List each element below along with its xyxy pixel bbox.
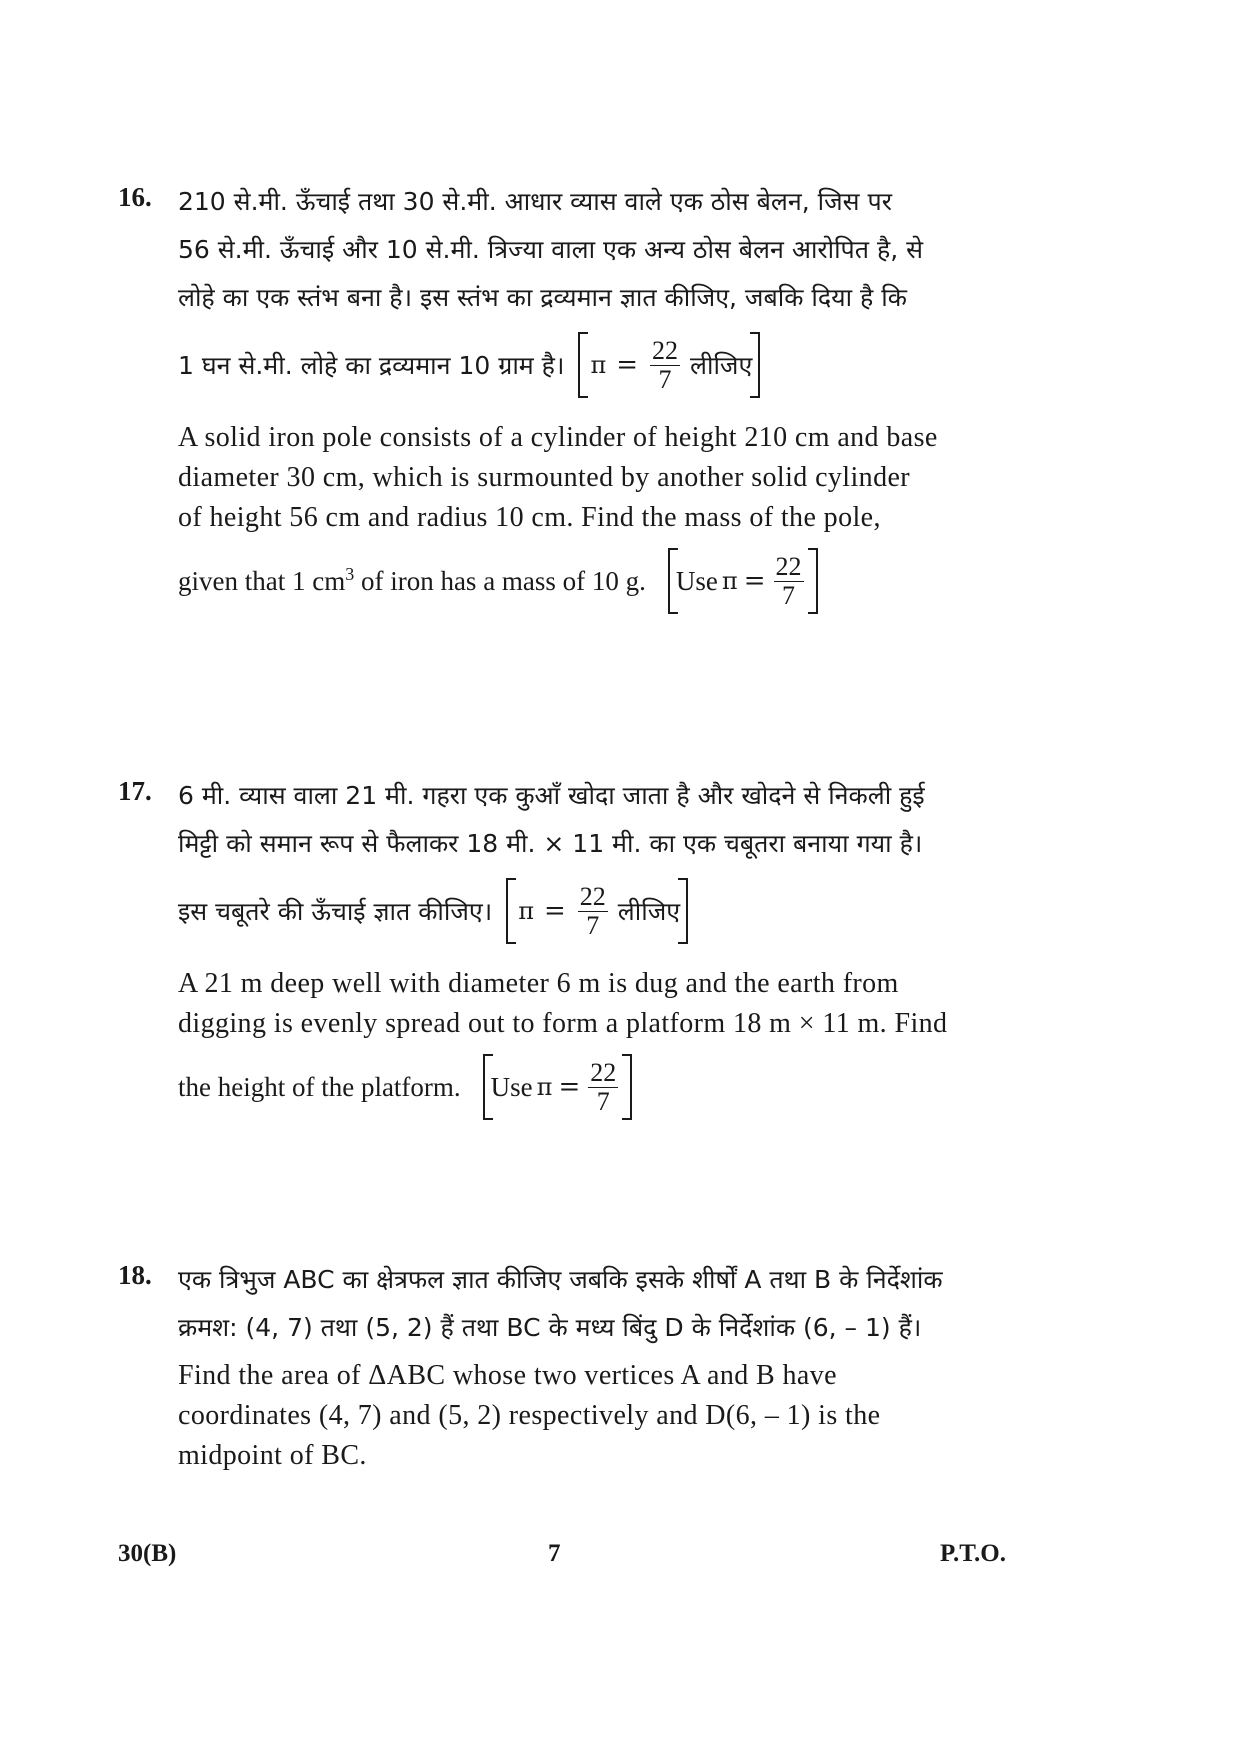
question-number: 16. [118, 182, 152, 212]
pi-bracket [506, 878, 688, 944]
question-body [178, 178, 1068, 614]
pi-symbol: π [536, 1073, 553, 1101]
hindi-line: एक त्रिभुज ABC का क्षेत्रफल ज्ञात कीजिए जबकि इसके शीर्षों A तथा B के निर्देशांक [178, 1265, 943, 1294]
english-given-line [178, 1054, 1068, 1120]
use-label: Use [490, 1071, 533, 1102]
pi-suffix: लीजिए [690, 351, 753, 380]
hindi-line: लोहे का एक स्तंभ बना है। इस स्तंभ का द्रव्यमान ज्ञात कीजिए, जबकि दिया है कि [178, 283, 907, 312]
pi-fraction [578, 883, 608, 940]
question-number: 18. [118, 1260, 152, 1290]
please-turn-over: P.T.O. [940, 1540, 1006, 1567]
hindi-given-text: इस चबूतरे की ऊँचाई ज्ञात कीजिए। [178, 897, 493, 926]
equals-sign: = [616, 350, 639, 380]
given-text-end: of iron has a mass of 10 g. [354, 565, 646, 596]
hindi-given-line [178, 878, 1068, 944]
fraction-denominator: 7 [658, 364, 672, 394]
fraction-numerator: 22 [775, 551, 802, 581]
fraction-numerator: 22 [652, 335, 679, 365]
hindi-line: 210 से.मी. ऊँचाई तथा 30 से.मी. आधार व्यास वाले एक ठोस बेलन, जिस पर [178, 187, 892, 216]
page-number: 7 [548, 1540, 561, 1567]
hindi-line: 56 से.मी. ऊँचाई और 10 से.मी. त्रिज्या वाला एक अन्य ठोस बेलन आरोपित है, से [178, 235, 924, 264]
pi-fraction [588, 1059, 618, 1116]
hindi-given-text: 1 घन से.मी. लोहे का द्रव्यमान 10 ग्राम है। [178, 351, 565, 380]
english-line: of height 56 cm and radius 10 cm. Find the mass of the pole, [178, 502, 881, 533]
given-text-start: given that 1 cm [178, 565, 346, 596]
english-given-line [178, 548, 1068, 614]
pi-bracket [483, 1054, 633, 1120]
english-line: diameter 30 cm, which is surmounted by another solid cylinder [178, 462, 911, 493]
english-line: Find the area of ΔABC whose two vertices A and B have [178, 1360, 837, 1391]
use-label: Use [675, 565, 718, 596]
english-line: digging is evenly spread out to form a platform 18 m × 11 m. Find [178, 1008, 948, 1039]
hindi-given-line [178, 332, 1068, 398]
hindi-line: क्रमश: (4, 7) तथा (5, 2) हैं तथा BC के मध्य बिंदु D के निर्देशांक (6, – 1) हैं। [178, 1313, 922, 1342]
question-body [178, 772, 1068, 1120]
hindi-line: मिट्टी को समान रूप से फैलाकर 18 मी. × 11 मी. का एक चबूतरा बनाया गया है। [178, 829, 923, 858]
pi-bracket [668, 548, 818, 614]
equals-sign: = [558, 1072, 581, 1102]
equals-sign: = [544, 896, 566, 926]
question-body [178, 1256, 1068, 1476]
english-line: A solid iron pole consists of a cylinder of height 210 cm and base [178, 422, 938, 453]
english-line: midpoint of BC. [178, 1440, 367, 1471]
english-line: A 21 m deep well with diameter 6 m is dug and the earth from [178, 968, 899, 999]
fraction-denominator: 7 [596, 1086, 610, 1116]
fraction-numerator: 22 [579, 881, 606, 911]
fraction-denominator: 7 [586, 910, 600, 940]
english-given-text: the height of the platform. [178, 1071, 461, 1102]
pi-fraction [774, 553, 804, 610]
paper-code: 30(B) [118, 1540, 177, 1567]
fraction-denominator: 7 [782, 580, 795, 610]
equals-sign: = [743, 566, 766, 596]
hindi-line: 6 मी. व्यास वाला 21 मी. गहरा एक कुआँ खोदा जाता है और खोदने से निकली हुई [178, 781, 925, 810]
pi-bracket [578, 332, 760, 398]
english-given-text [178, 563, 646, 597]
pi-symbol: π [590, 351, 607, 379]
pi-fraction [650, 337, 680, 394]
question-number: 17. [118, 776, 152, 806]
cube-superscript: 3 [345, 563, 355, 584]
pi-symbol: π [721, 567, 738, 595]
pi-suffix: लीजिए [617, 897, 681, 926]
english-line: coordinates (4, 7) and (5, 2) respectively and D(6, – 1) is the [178, 1400, 881, 1431]
pi-symbol: π [518, 897, 534, 925]
fraction-numerator: 22 [590, 1057, 617, 1087]
